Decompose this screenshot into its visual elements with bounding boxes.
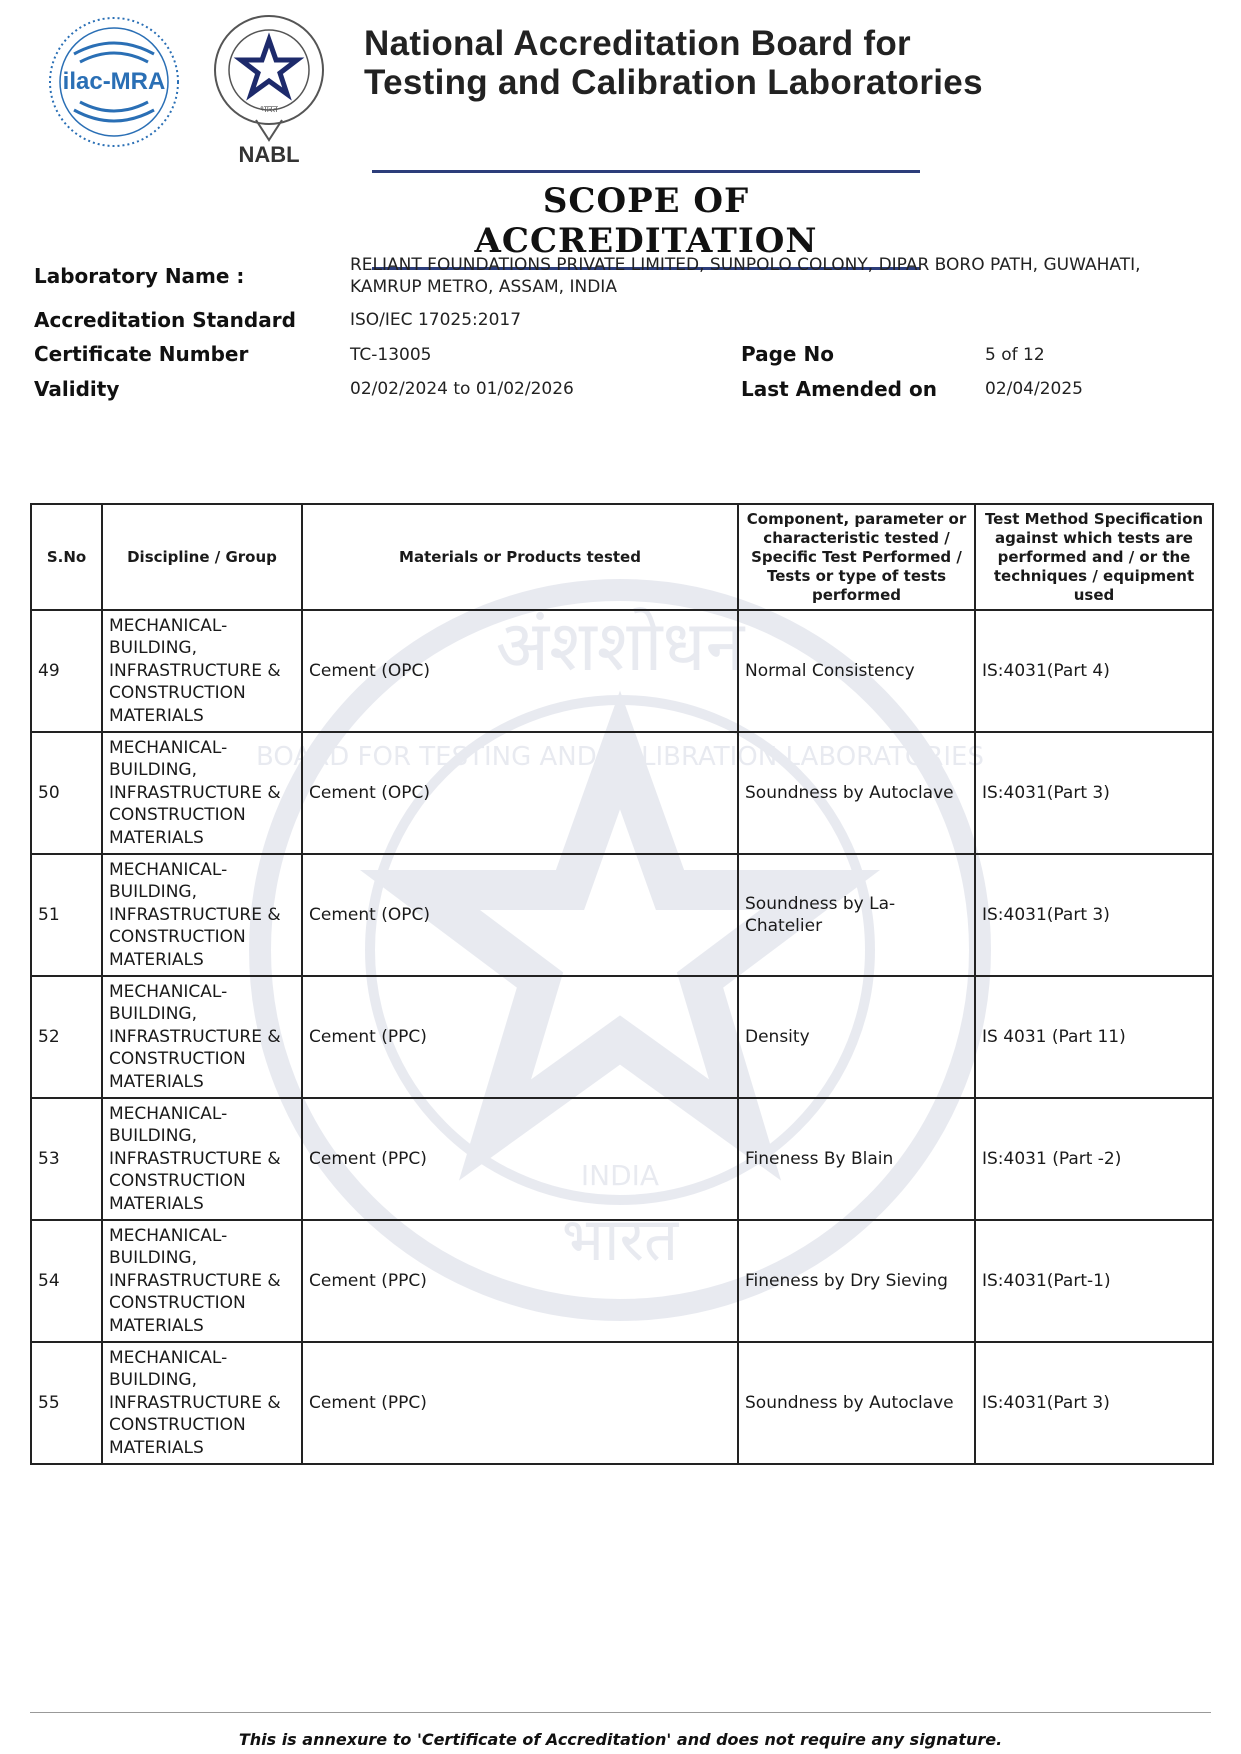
- header-method: Test Method Specification against which tests are performed and / or the techniques / equipment used: [975, 504, 1213, 610]
- cell-material: Cement (OPC): [302, 732, 738, 854]
- header-sno: S.No: [31, 504, 102, 610]
- validity-value: 02/02/2024 to 01/02/2026: [350, 379, 574, 399]
- cell-method: IS:4031(Part 3): [975, 854, 1213, 976]
- nabl-emblem: [210, 12, 328, 172]
- cell-material: Cement (PPC): [302, 1220, 738, 1342]
- page-value: 5 of 12: [985, 345, 1045, 365]
- cell-sno: 54: [31, 1220, 102, 1342]
- header-materials: Materials or Products tested: [302, 504, 738, 610]
- amended-value: 02/04/2025: [985, 379, 1083, 399]
- table-row: [31, 976, 1213, 1098]
- cell-discipline: MECHANICAL- BUILDING, INFRASTRUCTURE & CONSTRUCTION MATERIALS: [102, 1098, 302, 1220]
- cell-test: Fineness By Blain: [738, 1098, 975, 1220]
- cell-method: IS:4031(Part 3): [975, 1342, 1213, 1464]
- cell-sno: 52: [31, 976, 102, 1098]
- svg-text:BOARD FOR TESTING AND CALIBRAT: BOARD FOR TESTING AND CALIBRATION LABORATORIES: [256, 742, 984, 772]
- lab-name-label: Laboratory Name :: [34, 264, 245, 288]
- table-row: [31, 854, 1213, 976]
- cell-sno: 51: [31, 854, 102, 976]
- cell-test: Soundness by Autoclave: [738, 732, 975, 854]
- svg-text:भारत: भारत: [260, 105, 278, 115]
- header-component: Component, parameter or characteristic tested / Specific Test Performed / Tests or type of tests performed: [738, 504, 975, 610]
- cell-material: Cement (OPC): [302, 610, 738, 732]
- cell-sno: 49: [31, 610, 102, 732]
- cell-discipline: MECHANICAL- BUILDING, INFRASTRUCTURE & CONSTRUCTION MATERIALS: [102, 854, 302, 976]
- svg-text:भारत: भारत: [561, 1205, 679, 1275]
- lab-name-line1: RELIANT FOUNDATIONS PRIVATE LIMITED, SUNPOLO COLONY, DIPAR BORO PATH, GUWAHATI,: [350, 255, 1141, 275]
- header-title-line1: National Accreditation Board for: [364, 24, 911, 63]
- document-title: SCOPE OF ACCREDITATION: [474, 181, 818, 261]
- cell-material: Cement (OPC): [302, 854, 738, 976]
- cell-material: Cement (PPC): [302, 976, 738, 1098]
- cell-discipline: MECHANICAL- BUILDING, INFRASTRUCTURE & CONSTRUCTION MATERIALS: [102, 1342, 302, 1464]
- table-row: [31, 1220, 1213, 1342]
- table-row: [31, 1342, 1213, 1464]
- cert-value: TC-13005: [350, 345, 432, 365]
- svg-text:INDIA: INDIA: [580, 1159, 660, 1192]
- cell-sno: 55: [31, 1342, 102, 1464]
- table-row: [31, 732, 1213, 854]
- cell-material: Cement (PPC): [302, 1342, 738, 1464]
- cell-discipline: MECHANICAL- BUILDING, INFRASTRUCTURE & CONSTRUCTION MATERIALS: [102, 976, 302, 1098]
- standard-label: Accreditation Standard: [34, 308, 296, 332]
- cell-sno: 50: [31, 732, 102, 854]
- svg-text:ilac-MRA: ilac-MRA: [62, 68, 166, 95]
- cell-test: Normal Consistency: [738, 610, 975, 732]
- amended-label: Last Amended on: [741, 377, 937, 401]
- page-label: Page No: [741, 342, 834, 366]
- footer-note: This is annexure to 'Certificate of Accreditation' and does not require any signature.: [238, 1730, 1003, 1749]
- svg-text:NABL: NABL: [238, 142, 300, 167]
- cell-test: Fineness by Dry Sieving: [738, 1220, 975, 1342]
- svg-text:अंशशोधन: अंशशोधन: [495, 605, 745, 687]
- header-title-line2: Testing and Calibration Laboratories: [364, 63, 983, 102]
- cell-method: IS:4031(Part 3): [975, 732, 1213, 854]
- table-header-row: [31, 504, 1213, 610]
- validity-label: Validity: [34, 377, 120, 401]
- cell-discipline: MECHANICAL- BUILDING, INFRASTRUCTURE & CONSTRUCTION MATERIALS: [102, 610, 302, 732]
- table-row: [31, 610, 1213, 732]
- header-title: [364, 24, 983, 102]
- cell-method: IS 4031 (Part 11): [975, 976, 1213, 1098]
- cell-method: IS:4031 (Part -2): [975, 1098, 1213, 1220]
- cell-test: Soundness by Autoclave: [738, 1342, 975, 1464]
- footer-divider: [30, 1712, 1211, 1713]
- cell-material: Cement (PPC): [302, 1098, 738, 1220]
- cell-discipline: MECHANICAL- BUILDING, INFRASTRUCTURE & CONSTRUCTION MATERIALS: [102, 732, 302, 854]
- cell-discipline: MECHANICAL- BUILDING, INFRASTRUCTURE & CONSTRUCTION MATERIALS: [102, 1220, 302, 1342]
- header-discipline: Discipline / Group: [102, 504, 302, 610]
- lab-name-line2: KAMRUP METRO, ASSAM, INDIA: [350, 277, 617, 297]
- cell-test: Soundness by La- Chatelier: [738, 854, 975, 976]
- ilac-mra-logo: [46, 14, 182, 150]
- cell-sno: 53: [31, 1098, 102, 1220]
- cert-label: Certificate Number: [34, 342, 249, 366]
- table-row: [31, 1098, 1213, 1220]
- scope-table: [30, 503, 1214, 1465]
- cell-test: Density: [738, 976, 975, 1098]
- cell-method: IS:4031(Part-1): [975, 1220, 1213, 1342]
- cell-method: IS:4031(Part 4): [975, 610, 1213, 732]
- standard-value: ISO/IEC 17025:2017: [350, 310, 522, 330]
